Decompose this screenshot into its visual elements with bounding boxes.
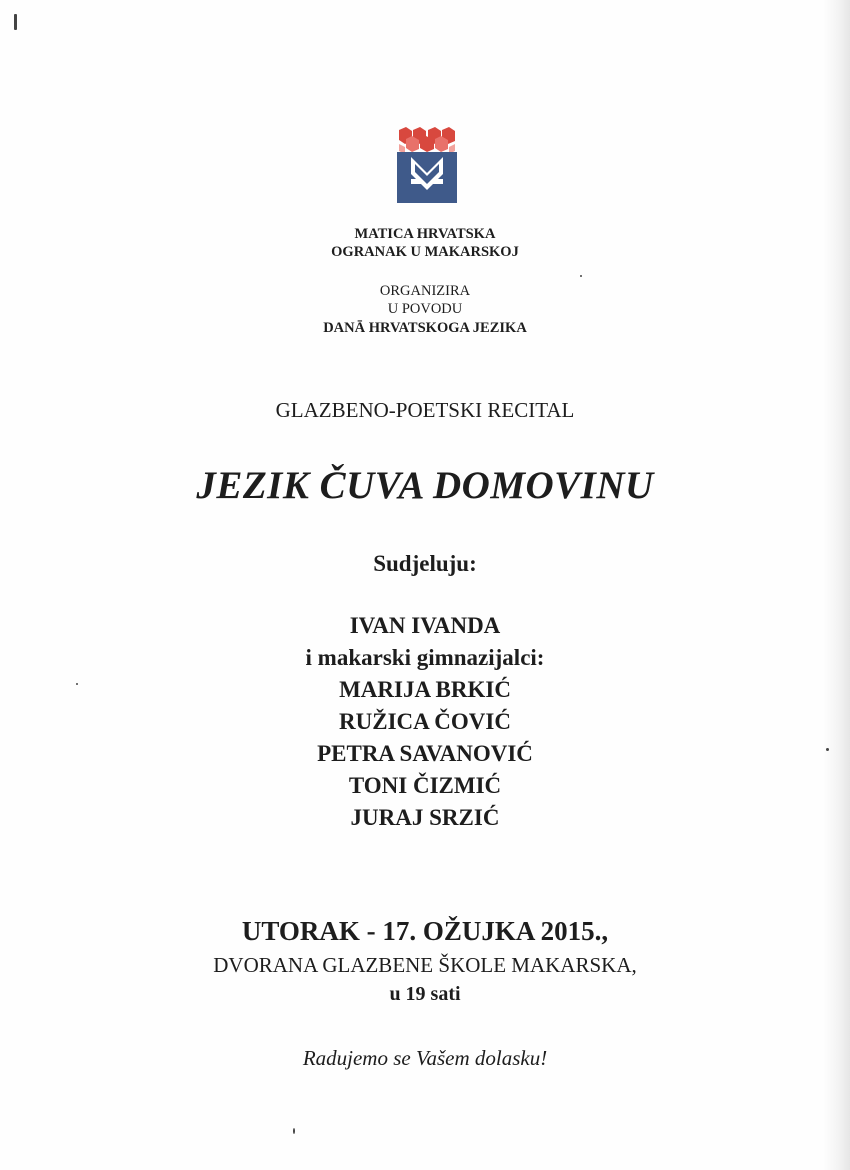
scan-speck bbox=[293, 1128, 295, 1134]
closing-line: Radujemo se Vašem dolasku! bbox=[302, 1046, 548, 1070]
participant-student: MARIJA BRKIĆ bbox=[339, 677, 511, 702]
event-venue: DVORANA GLAZBENE ŠKOLE MAKARSKA, bbox=[213, 953, 637, 977]
intro-organizira: ORGANIZIRA bbox=[379, 283, 471, 299]
logo-letter-m bbox=[397, 152, 457, 203]
event-date: UTORAK - 17. OŽUJKA 2015., bbox=[241, 916, 609, 946]
logo-checkerboard bbox=[399, 127, 455, 154]
participant-lead: IVAN IVANDA bbox=[349, 613, 501, 638]
participants-heading: Sudjeluju: bbox=[373, 551, 477, 576]
participant-student: PETRA SAVANOVIĆ bbox=[317, 741, 533, 766]
intro-u-povodu: U POVODU bbox=[387, 301, 463, 317]
participant-student: JURAJ SRZIĆ bbox=[350, 805, 500, 830]
intro-occasion: DANĀ HRVATSKOGA JEZIKA bbox=[323, 320, 527, 336]
participant-student: RUŽICA ČOVIĆ bbox=[339, 709, 511, 734]
organization-name: MATICA HRVATSKA bbox=[354, 226, 496, 242]
organization-branch: OGRANAK U MAKARSKOJ bbox=[331, 244, 519, 260]
participant-student: TONI ČIZMIĆ bbox=[348, 773, 502, 798]
matica-hrvatska-logo-icon bbox=[397, 127, 457, 203]
event-type: GLAZBENO-POETSKI RECITAL bbox=[275, 398, 575, 422]
scan-speck bbox=[580, 275, 582, 277]
event-time: u 19 sati bbox=[389, 983, 461, 1005]
scan-speck bbox=[14, 14, 17, 30]
participants-group-label: i makarski gimnazijalci: bbox=[305, 645, 545, 670]
event-title: JEZIK ČUVA DOMOVINU bbox=[196, 464, 654, 507]
